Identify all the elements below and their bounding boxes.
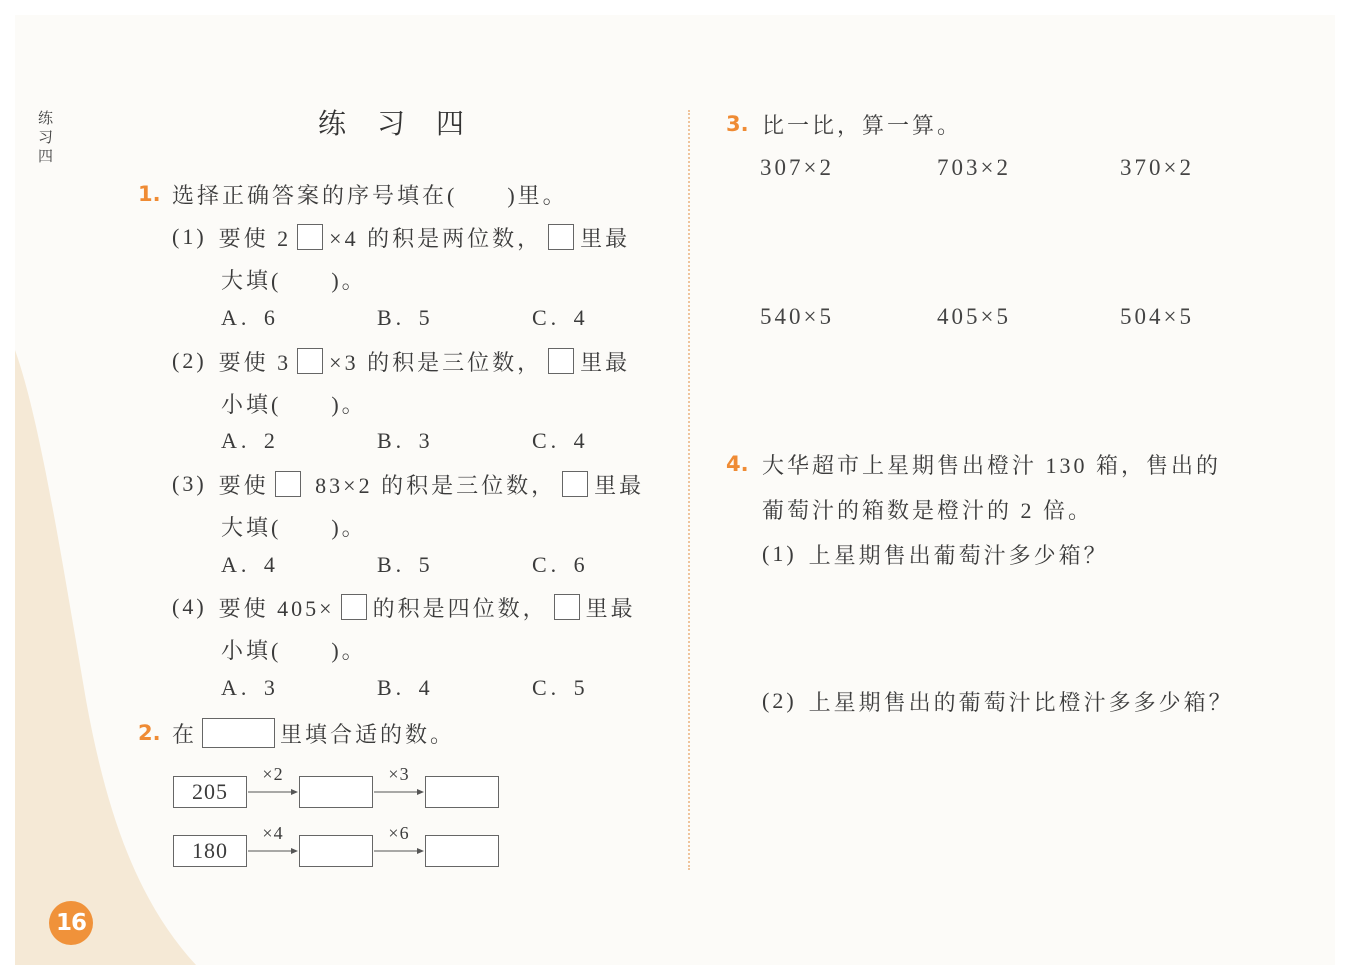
chain-answer-box: [299, 776, 373, 808]
answer-line-text: 小填( )。: [221, 391, 367, 417]
prompt-text-after: 里填合适的数。: [280, 721, 456, 747]
chain-answer-box: [425, 776, 499, 808]
item-label: (4): [172, 594, 207, 619]
chain-arrow: [373, 823, 425, 867]
stem-text-after: 里最: [585, 595, 636, 621]
digit-blank-box: [554, 594, 580, 620]
option-a: A. 3: [221, 675, 279, 700]
part-text: 上星期售出的葡萄汁比橙汁多多少箱？: [808, 689, 1234, 715]
prompt-text: 选择正确答案的序号填在( )里。: [172, 182, 568, 208]
right-arrow-icon: [247, 787, 299, 797]
stem-text-middle: ×3 的积是三位数，: [329, 349, 543, 375]
question-4-statement-line: [762, 449, 1221, 479]
question-1-item-4-stem: [172, 592, 636, 622]
page-title: 练 习 四: [318, 109, 477, 140]
item-label: (1): [172, 224, 207, 249]
sample-blank-box: [202, 718, 275, 748]
digit-blank-box: [562, 471, 588, 497]
page-number-badge: [49, 901, 93, 945]
digit-blank-box: [548, 348, 574, 374]
calculation-chain: [173, 764, 499, 808]
option-c: C. 4: [532, 428, 589, 453]
question-1-item-2-answer-line: [221, 388, 367, 418]
stem-text-middle: ×4 的积是两位数，: [329, 225, 543, 251]
expression: 405×5: [937, 304, 1011, 329]
question-4-number: 4.: [726, 452, 749, 476]
statement-text: 大华超市上星期售出橙汁 130 箱，售出的: [762, 452, 1222, 478]
expression: 370×2: [1120, 155, 1194, 180]
question-1-prompt: [172, 179, 568, 209]
operation-label: ×4: [262, 823, 284, 843]
chain-arrow: [247, 764, 299, 808]
prompt-text-before: 在: [172, 721, 198, 747]
right-arrow-icon: [247, 846, 299, 856]
item-label: (2): [172, 348, 207, 373]
stem-text-after: 里最: [580, 225, 631, 251]
option-b: B. 4: [377, 675, 434, 700]
question-2-prompt: [172, 718, 455, 748]
part-label: (1): [762, 541, 797, 566]
expression: 540×5: [760, 304, 834, 329]
option-a: A. 2: [221, 428, 279, 453]
option-b: B. 3: [377, 428, 434, 453]
question-1-item-3-stem: [172, 469, 644, 499]
expression: 504×5: [1120, 304, 1194, 329]
digit-blank-box: [548, 224, 574, 250]
option-c: C. 4: [532, 305, 589, 330]
question-1-item-1-answer-line: [221, 264, 367, 294]
stem-text-after: 里最: [580, 349, 631, 375]
chain-start-value: 180: [192, 838, 228, 863]
answer-line-text: 小填( )。: [221, 637, 367, 663]
stem-text-middle: 的积是四位数，: [372, 595, 548, 621]
right-arrow-icon: [373, 846, 425, 856]
question-1-item-4-answer-line: [221, 634, 367, 664]
question-1-item-3-answer-line: [221, 511, 367, 541]
chain-arrow: [373, 764, 425, 808]
wave-shape: [15, 350, 196, 965]
question-4-statement-line: [762, 494, 1093, 524]
chain-answer-box: [425, 835, 499, 867]
answer-line-text: 大填( )。: [221, 267, 367, 293]
stem-text-middle: 83×2 的积是三位数，: [306, 472, 557, 498]
question-3-number: 3.: [726, 112, 749, 136]
stem-text-before: 要使 405×: [218, 595, 335, 621]
option-c: C. 6: [532, 552, 589, 577]
digit-blank-box: [341, 594, 367, 620]
prompt-text: 比一比，算一算。: [762, 112, 963, 138]
expression: 703×2: [937, 155, 1011, 180]
chain-start-box: [173, 776, 247, 808]
part-label: (2): [762, 688, 797, 713]
operation-label: ×6: [388, 823, 410, 843]
chain-arrow: [247, 823, 299, 867]
part-text: 上星期售出葡萄汁多少箱？: [808, 542, 1109, 568]
question-2-number: 2.: [138, 721, 161, 745]
question-3-prompt: [762, 109, 962, 139]
operation-label: ×3: [388, 764, 410, 784]
option-b: B. 5: [377, 305, 434, 330]
page-number: 16: [55, 910, 86, 936]
stem-text-before: 要使: [218, 472, 269, 498]
chain-start-value: 205: [192, 779, 228, 804]
right-arrow-icon: [373, 787, 425, 797]
stem-text-before: 要使 3: [218, 349, 292, 375]
item-label: (3): [172, 471, 207, 496]
calculation-chain: [173, 823, 499, 867]
option-c: C. 5: [532, 675, 589, 700]
digit-blank-box: [297, 224, 323, 250]
option-a: A. 4: [221, 552, 279, 577]
stem-text-after: 里最: [594, 472, 645, 498]
digit-blank-box: [297, 348, 323, 374]
question-1-item-1-stem: [172, 222, 630, 252]
question-1-item-2-stem: [172, 346, 630, 376]
chain-start-box: [173, 835, 247, 867]
side-section-label: 练习四: [36, 110, 52, 167]
question-4-part-1: [762, 539, 1109, 569]
question-4-part-2: [762, 686, 1234, 716]
statement-text: 葡萄汁的箱数是橙汁的 2 倍。: [762, 497, 1094, 523]
chain-answer-box: [299, 835, 373, 867]
option-b: B. 5: [377, 552, 434, 577]
operation-label: ×2: [262, 764, 284, 784]
stem-text-before: 要使 2: [218, 225, 292, 251]
column-divider: [688, 110, 690, 870]
question-1-number: 1.: [138, 182, 161, 206]
digit-blank-box: [275, 471, 301, 497]
answer-line-text: 大填( )。: [221, 514, 367, 540]
expression: 307×2: [760, 155, 834, 180]
option-a: A. 6: [221, 305, 279, 330]
